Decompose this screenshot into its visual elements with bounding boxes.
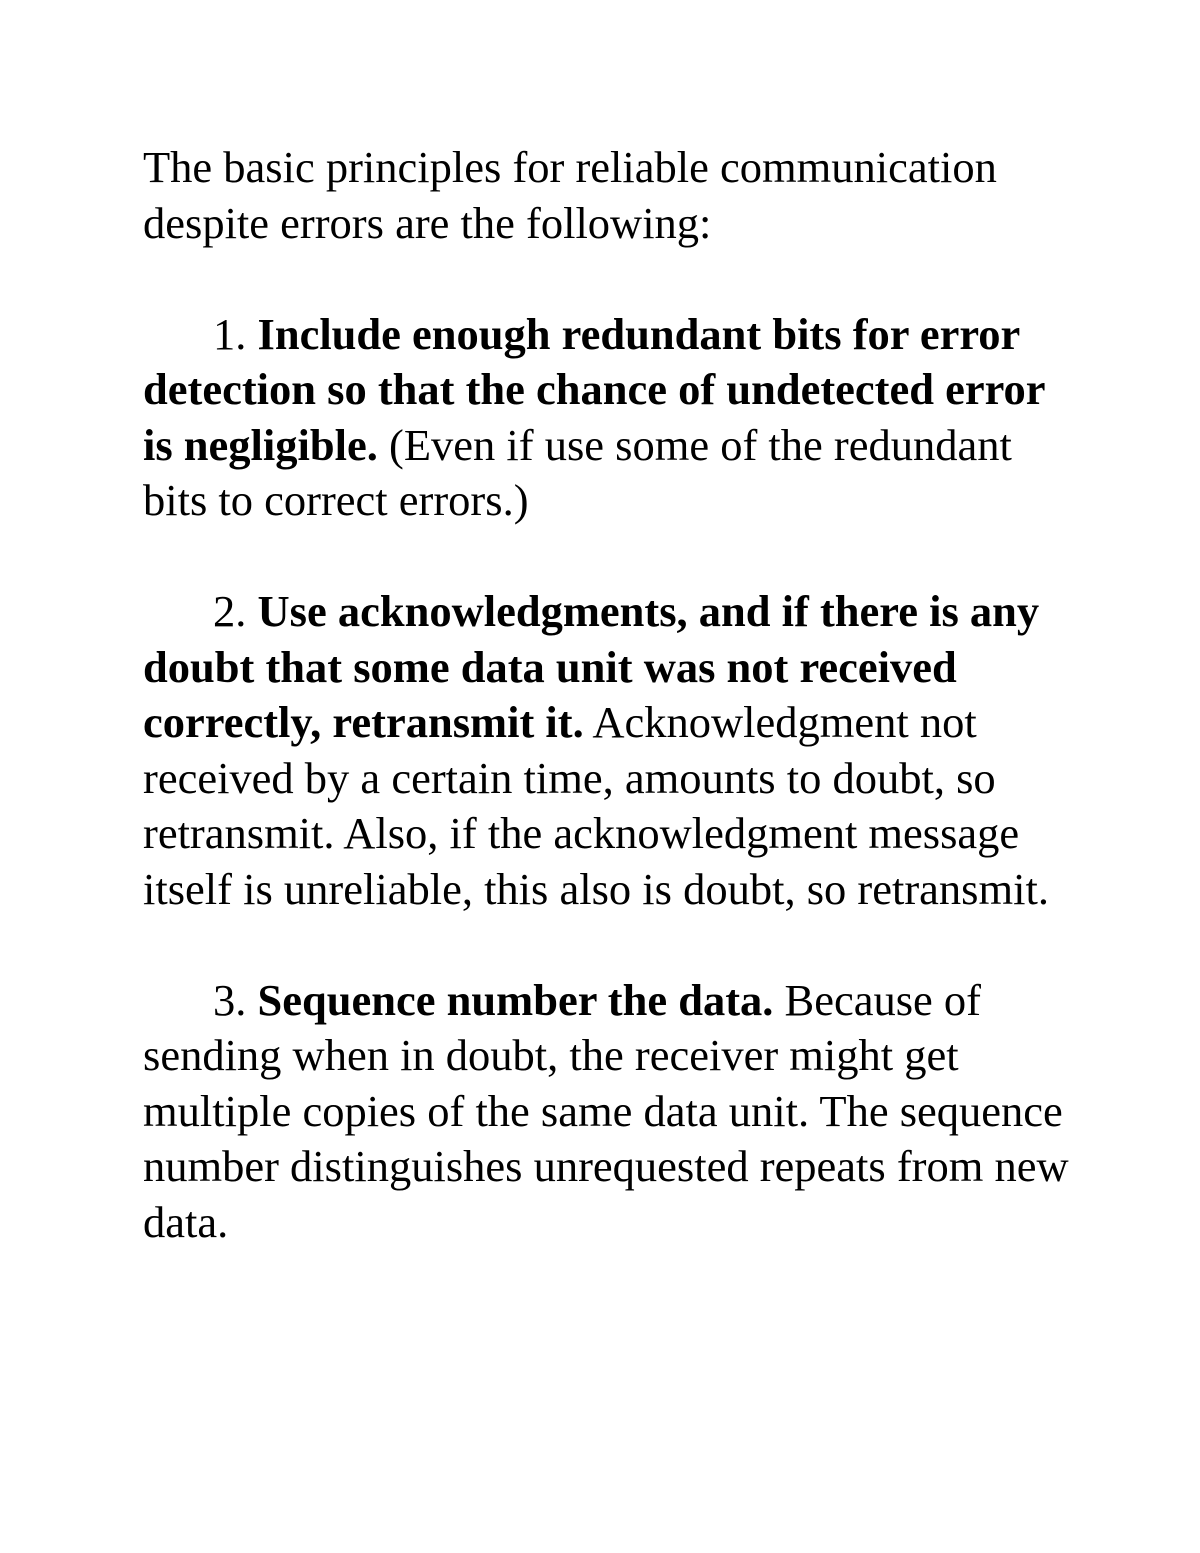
principle-item-2	[143, 584, 1083, 917]
item-number: 2.	[213, 586, 258, 636]
item-heading: Include enough redundant bits for error detection so that the chance of undetected error is negligible.	[143, 308, 1045, 470]
item-text: Acknowledgment not received by a certain time, amounts to doubt, so retransmit. Also, if the acknowledgment message itself is unreliable, this also is doubt, so retransmit.	[143, 697, 1049, 914]
principle-item-1	[143, 307, 1083, 529]
item-heading: Sequence number the data.	[257, 974, 774, 1025]
item-text: Because of sending when in doubt, the receiver might get multiple copies of the same data unit. The sequence number distinguishes unrequested repeats from new data.	[143, 974, 1069, 1247]
item-text: (Even if use some of the redundant bits to correct errors.)	[143, 419, 1012, 525]
document-body	[143, 140, 1083, 1250]
item-number: 3.	[213, 974, 258, 1025]
item-heading: Use acknowledgments, and if there is any doubt that some data unit was not received correctly, retransmit it.	[143, 586, 1040, 747]
intro-paragraph: The basic principles for reliable communication despite errors are the following:	[143, 142, 997, 248]
item-number: 1.	[213, 308, 258, 359]
principle-item-3	[143, 973, 1083, 1251]
